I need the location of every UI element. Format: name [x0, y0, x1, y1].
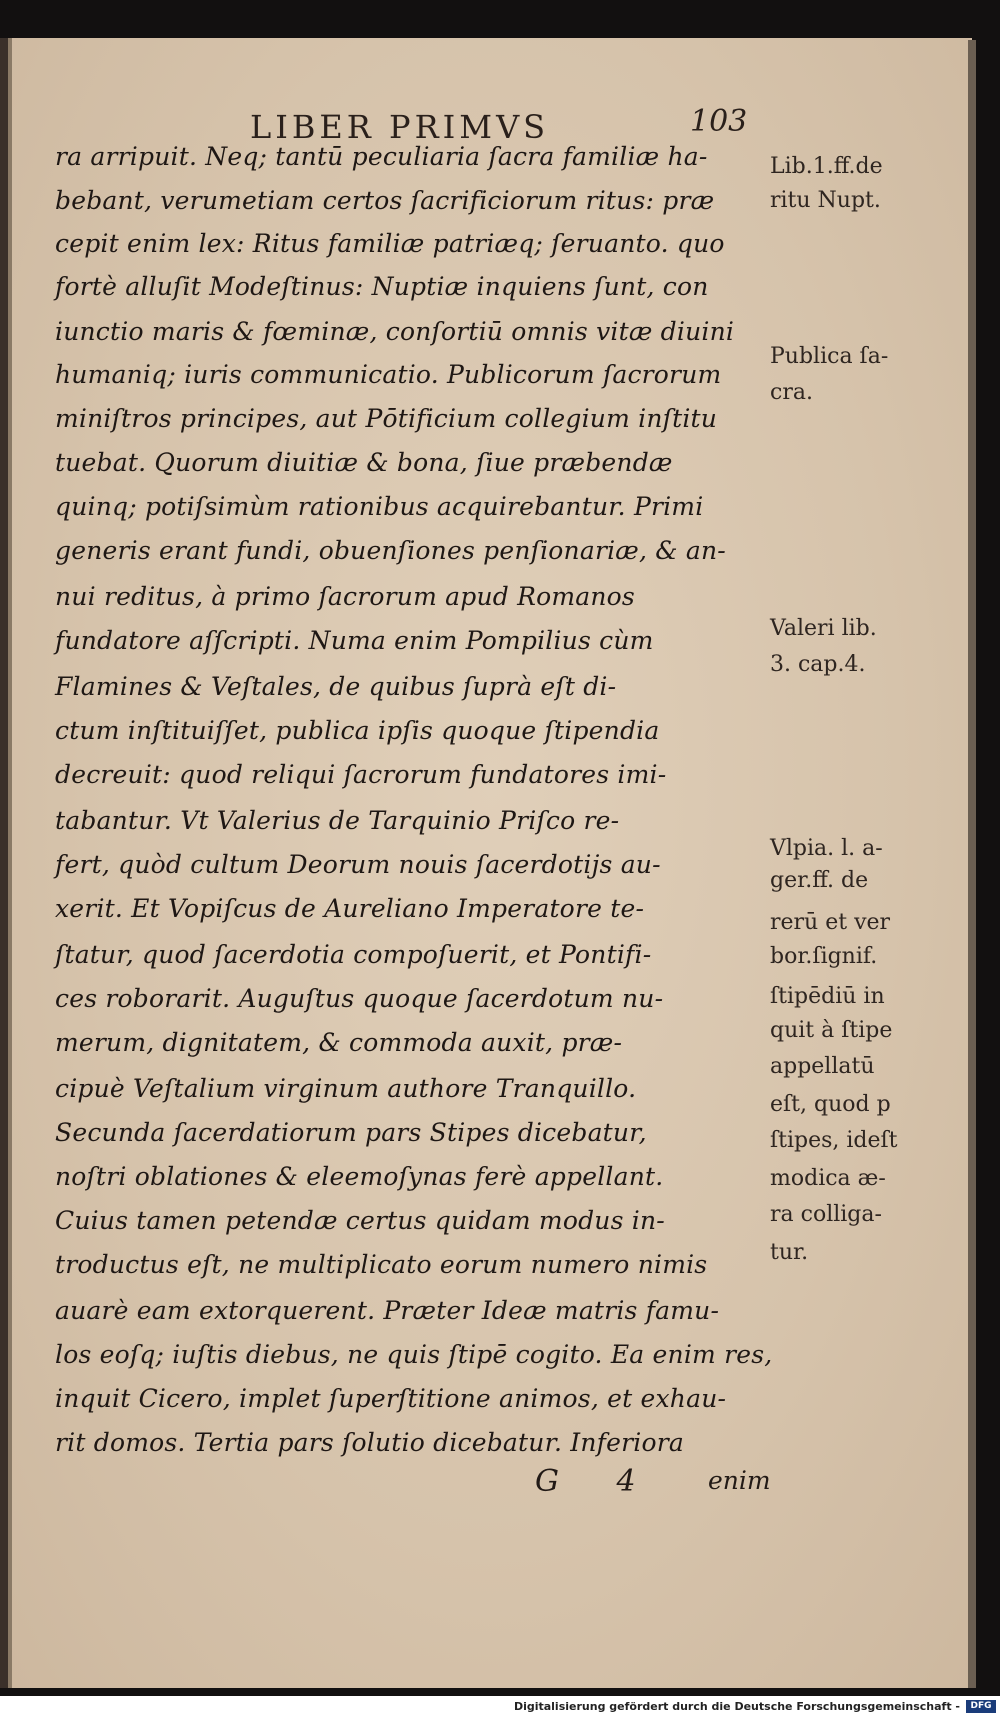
text-line: los eoſq; iuſtis diebus, ne quis ſtipē cogito. Ea enim res, [55, 1340, 773, 1369]
margin-note: appellatū [770, 1054, 875, 1079]
margin-note: Vlpia. l. a- [770, 836, 883, 861]
text-line: Secunda ſacerdatiorum pars Stipes dicebatur, [55, 1118, 647, 1147]
margin-note: bor.ſignif. [770, 944, 878, 969]
text-line: humaniq; iuris communicatio. Publicorum ſacrorum [55, 360, 722, 389]
text-line: ctum inſtituiſſet, publica ipſis quoque ſtipendia [55, 716, 660, 745]
text-line: tabantur. Vt Valerius de Tarquinio Priſco re- [55, 806, 620, 835]
text-line: Flamines & Veſtales, de quibus ſuprà eſt di- [55, 672, 617, 701]
margin-note: ſtipēdiū in [770, 984, 885, 1009]
text-line: troductus eſt, ne multiplicato eorum numero nimis [55, 1250, 708, 1279]
margin-note: Valeri lib. [770, 616, 877, 641]
text-line: bebant, verumetiam certos ſacrificiorum ritus: præ [55, 186, 715, 215]
margin-note: rerū et ver [770, 910, 891, 935]
text-line: ſtatur, quod ſacerdotia compoſuerit, et Pontifi- [55, 940, 652, 969]
text-line: quinq; potiſsimùm rationibus acquirebantur. Primi [55, 492, 704, 521]
text-line: generis erant fundi, obuenſiones penſionariæ, & an- [55, 536, 726, 565]
text-line: xerit. Et Vopiſcus de Aureliano Imperatore te- [55, 894, 645, 923]
signature-mark: G 4 [535, 1464, 660, 1499]
margin-note: eſt, quod p [770, 1092, 891, 1117]
dfg-logo: DFG [966, 1700, 996, 1713]
margin-note: Lib.1.ff.de [770, 154, 883, 179]
margin-note: Publica ſa- [770, 344, 889, 369]
text-line: noſtri oblationes & eleemoſynas ferè appellant. [55, 1162, 664, 1191]
page-number: 103 [690, 104, 748, 139]
text-line: ra arripuit. Neq; tantū peculiaria ſacra familiæ ha- [55, 142, 708, 171]
text-line: ces roborarit. Auguſtus quoque ſacerdotum nu- [55, 984, 664, 1013]
margin-note: 3. cap.4. [770, 652, 866, 677]
margin-note: ritu Nupt. [770, 188, 881, 213]
text-line: fert, quòd cultum Deorum nouis ſacerdotijs au- [55, 850, 661, 879]
margin-note: cra. [770, 380, 813, 405]
margin-note: tur. [770, 1240, 809, 1265]
text-line: miniſtros principes, aut Pōtificium collegium inſtitu [55, 404, 718, 433]
margin-note: modica æ- [770, 1166, 886, 1191]
margin-note: ger.ff. de [770, 868, 869, 893]
text-line: fortè alluſit Modeſtinus: Nuptiæ inquiens ſunt, con [55, 272, 709, 301]
text-line: Cuius tamen petendæ certus quidam modus in- [55, 1206, 665, 1235]
page-edge [968, 40, 976, 1688]
running-head: LIBER PRIMVS [250, 108, 550, 146]
margin-note: quit à ſtipe [770, 1018, 893, 1043]
text-line: inquit Cicero, implet ſuperſtitione animos, et exhau- [55, 1384, 727, 1413]
catchword: enim [708, 1466, 771, 1495]
text-line: iunctio maris & fœminæ, conſortiū omnis vitæ diuini [55, 317, 735, 346]
text-line: fundatore aſſcripti. Numa enim Pompilius cùm [55, 626, 654, 655]
text-line: cipuè Veſtalium virginum authore Tranquillo. [55, 1074, 637, 1103]
text-line: decreuit: quod reliqui ſacrorum fundatores imi- [55, 760, 667, 789]
margin-note: ſtipes, ideſt [770, 1128, 898, 1153]
text-line: tuebat. Quorum diuitiæ & bona, ſiue præbendæ [55, 448, 673, 477]
digitization-credit: Digitalisierung gefördert durch die Deutsche Forschungsgemeinschaft - [513, 1700, 960, 1713]
text-line: nui reditus, à primo ſacrorum apud Romanos [55, 582, 635, 611]
margin-note: ra colliga- [770, 1202, 882, 1227]
text-line: cepit enim lex: Ritus familiæ patriæq; ſeruanto. quo [55, 229, 725, 258]
text-line: auarè eam extorquerent. Præter Ideæ matris famu- [55, 1296, 720, 1325]
text-line: merum, dignitatem, & commoda auxit, præ- [55, 1028, 623, 1057]
text-line: rit domos. Tertia pars ſolutio dicebatur. Inferiora [55, 1428, 684, 1457]
